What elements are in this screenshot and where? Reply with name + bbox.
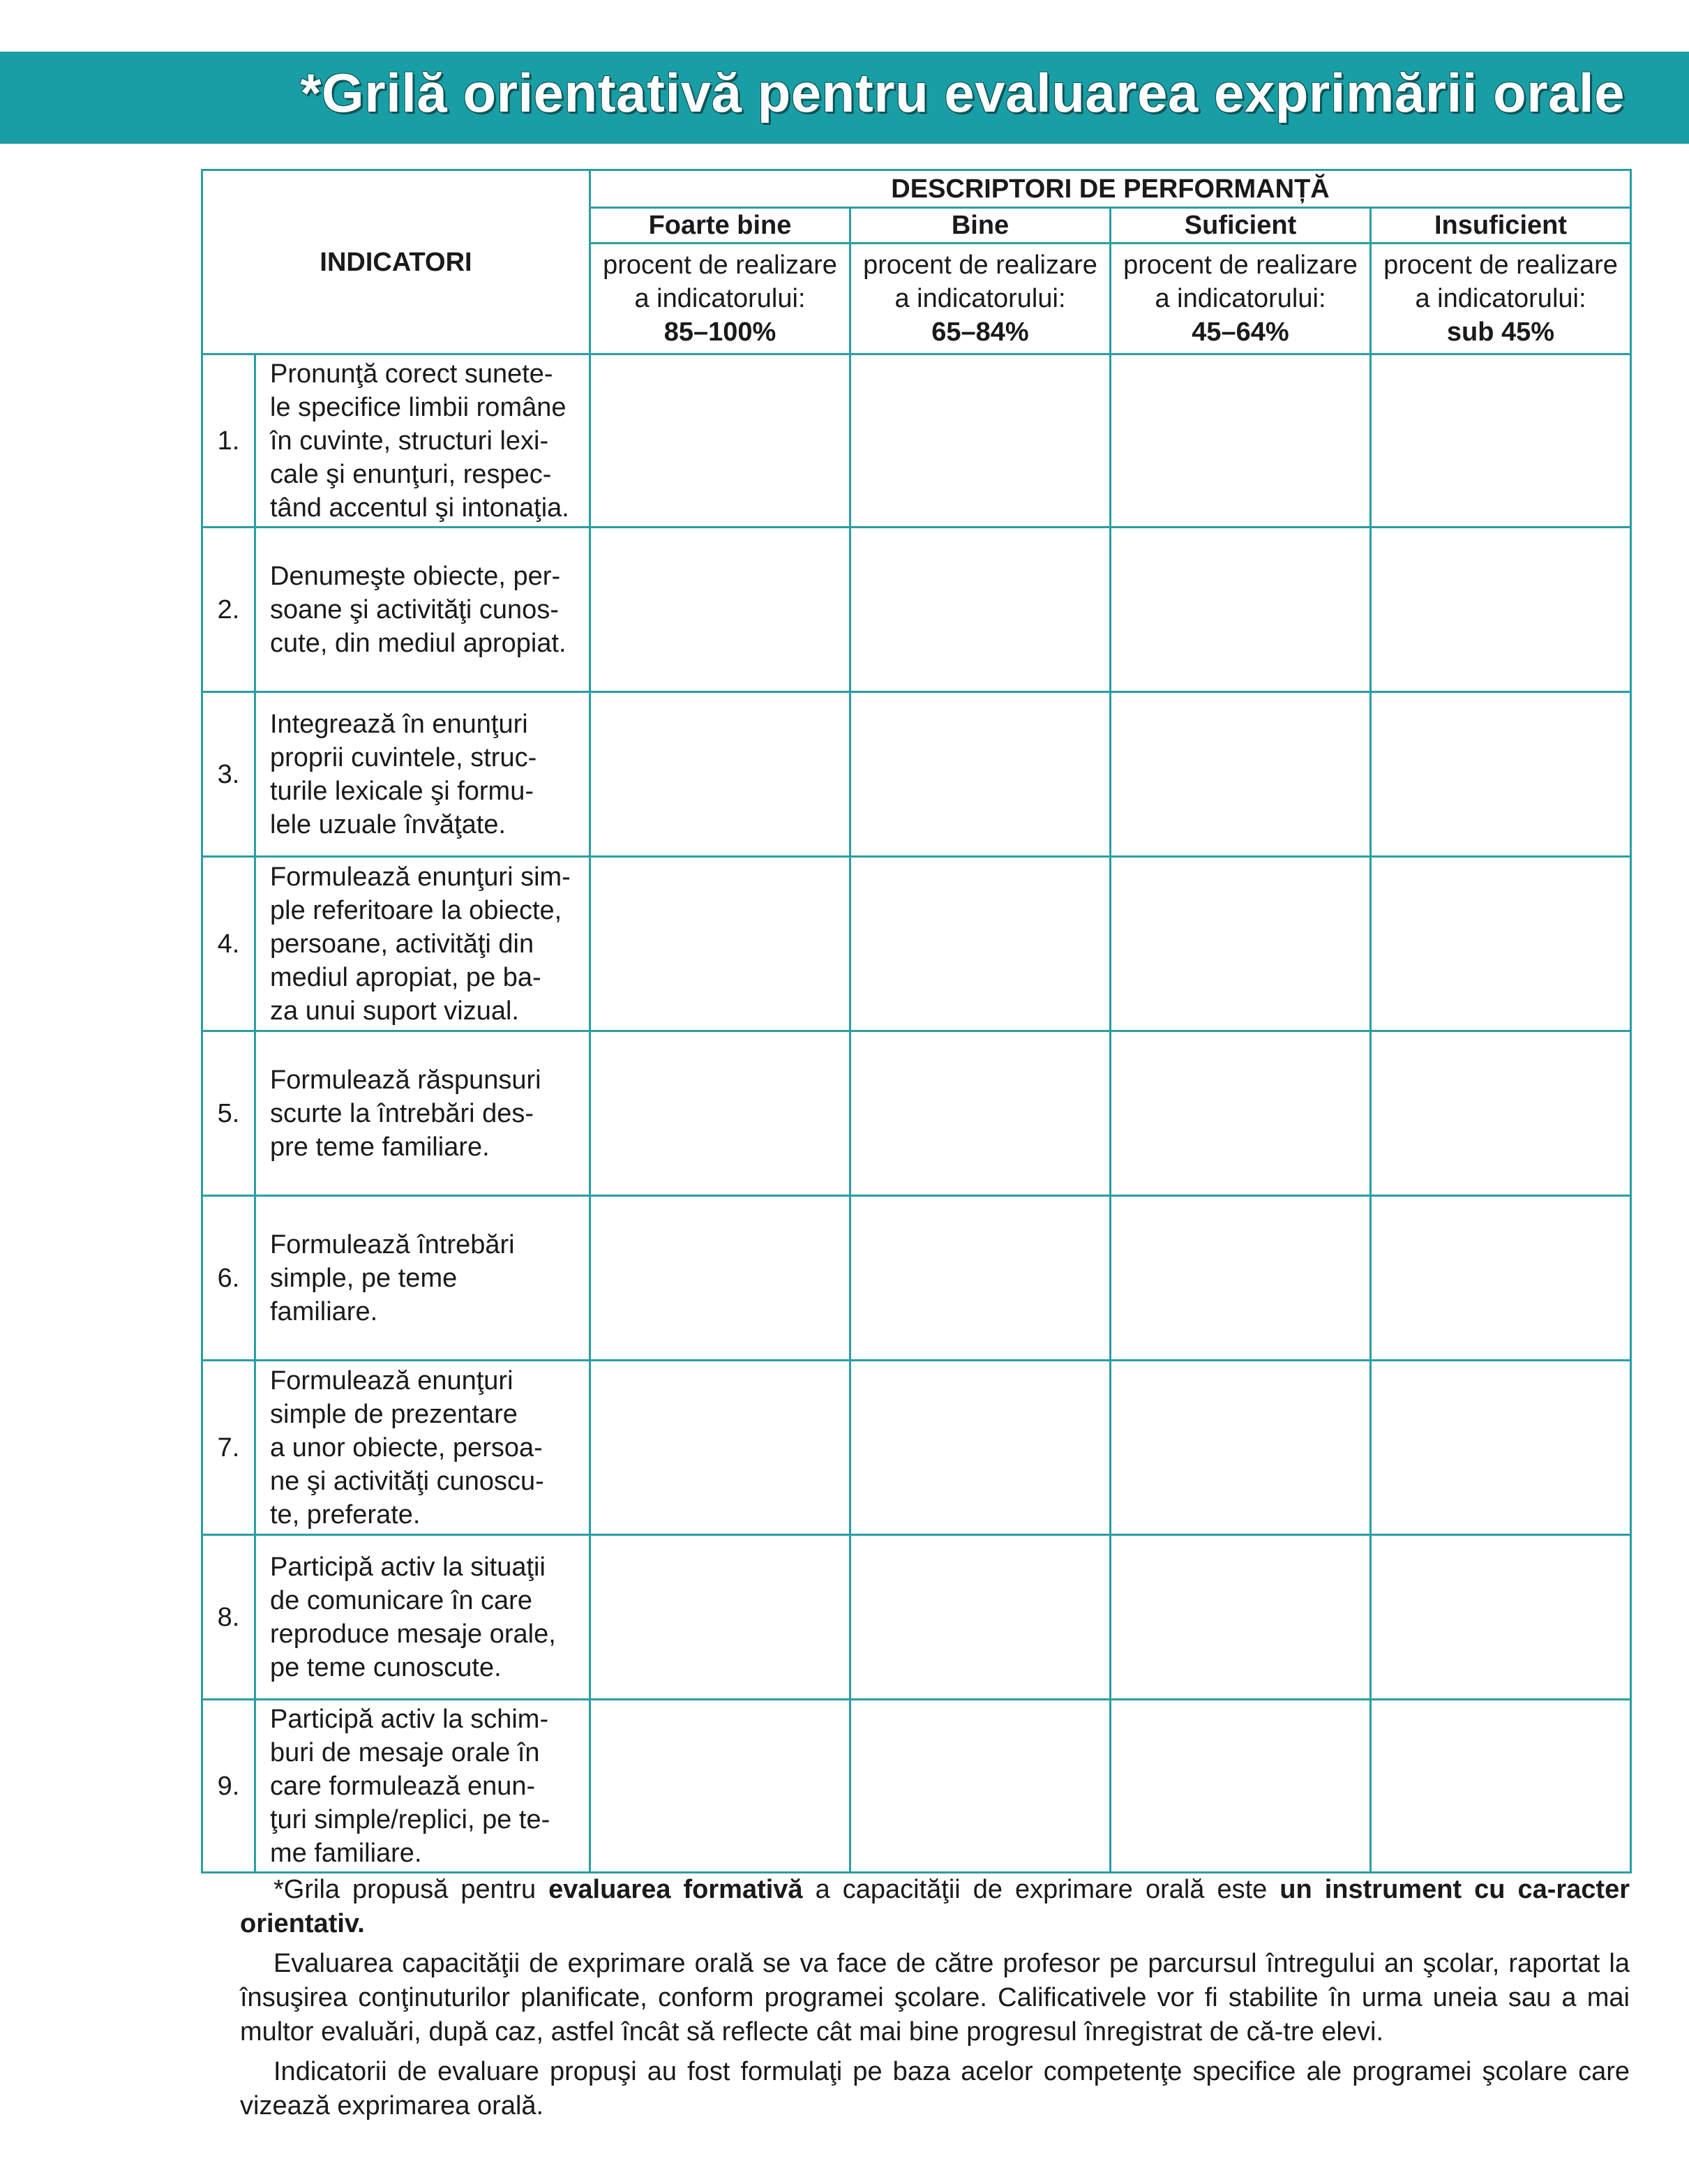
level-header-suficient: Suficient xyxy=(1111,208,1371,244)
grade-cell[interactable] xyxy=(1111,528,1371,692)
level-header-insuficient: Insuficient xyxy=(1371,208,1631,244)
level-percent-bine xyxy=(850,244,1111,354)
table-row xyxy=(202,528,1631,692)
grade-cell[interactable] xyxy=(590,1361,850,1535)
grade-cell[interactable] xyxy=(1371,1196,1631,1361)
level-header-bine: Bine xyxy=(850,208,1111,244)
grade-cell[interactable] xyxy=(590,1196,850,1361)
percent-range: sub 45% xyxy=(1446,317,1555,347)
indicators-header: INDICATORI xyxy=(202,170,590,354)
grade-cell[interactable] xyxy=(850,1700,1111,1873)
footnotes xyxy=(240,1873,1630,2129)
level-header-foarte-bine: Foarte bine xyxy=(590,208,850,244)
grade-cell[interactable] xyxy=(1111,1031,1371,1196)
footnote-orientative xyxy=(240,1873,1630,1941)
grade-cell[interactable] xyxy=(590,1535,850,1700)
grade-cell[interactable] xyxy=(590,354,850,528)
row-number: 7. xyxy=(202,1361,255,1535)
table-row xyxy=(202,1700,1631,1873)
indicator-text: Denumeşte obiecte, per- soane şi activităţi cunos- cute, din mediul apropiat. xyxy=(255,528,590,692)
grade-cell[interactable] xyxy=(1371,528,1631,692)
grade-cell[interactable] xyxy=(850,857,1111,1031)
grade-cell[interactable] xyxy=(1371,1361,1631,1535)
row-number: 3. xyxy=(202,692,255,857)
grade-cell[interactable] xyxy=(1111,1196,1371,1361)
grade-cell[interactable] xyxy=(1371,1700,1631,1873)
grade-cell[interactable] xyxy=(590,857,850,1031)
grade-cell[interactable] xyxy=(1111,1700,1371,1873)
grade-cell[interactable] xyxy=(1111,857,1371,1031)
grade-cell[interactable] xyxy=(1111,692,1371,857)
indicator-text: Pronunţă corect sunete- le specifice limbii române în cuvinte, structuri lexi- cale şi enunţuri, respec- tând accentul şi intonaţia. xyxy=(255,354,590,528)
percent-line: a indicatorului: xyxy=(1415,284,1586,313)
grade-cell[interactable] xyxy=(1111,1361,1371,1535)
percent-line: a indicatorului: xyxy=(1155,284,1326,313)
grade-cell[interactable] xyxy=(1371,1535,1631,1700)
table-row xyxy=(202,857,1631,1031)
indicator-text: Formulează enunţuri simple de prezentare a unor obiecte, persoa- ne şi activităţi cunoscu- te, preferate. xyxy=(255,1361,590,1535)
indicator-text: Formulează enunţuri sim- ple referitoare la obiecte, persoane, activităţi din mediul apropiat, pe ba- za unui suport vizual. xyxy=(255,857,590,1031)
grade-cell[interactable] xyxy=(850,1196,1111,1361)
note-text: *Grila propusă pentru xyxy=(273,1875,549,1904)
note-emphasis: evaluarea formativă xyxy=(548,1875,803,1904)
table-row xyxy=(202,1361,1631,1535)
percent-line: a indicatorului: xyxy=(894,284,1066,313)
indicator-text: Formulează răspunsuri scurte la întrebări des- pre teme familiare. xyxy=(255,1031,590,1196)
grade-cell[interactable] xyxy=(590,1700,850,1873)
table-row xyxy=(202,354,1631,528)
grade-cell[interactable] xyxy=(1371,1031,1631,1196)
indicator-text: Formulează întrebări simple, pe teme familiare. xyxy=(255,1196,590,1361)
percent-line: procent de realizare xyxy=(1383,250,1618,280)
indicator-text: Integrează în enunţuri proprii cuvintele, struc- turile lexicale şi formu- lele uzuale învăţate. xyxy=(255,692,590,857)
level-percent-suficient xyxy=(1111,244,1371,354)
level-percent-foarte-bine xyxy=(590,244,850,354)
evaluation-grid xyxy=(201,169,1632,1873)
grade-cell[interactable] xyxy=(1111,354,1371,528)
grade-cell[interactable] xyxy=(590,528,850,692)
grade-cell[interactable] xyxy=(1371,354,1631,528)
row-number: 4. xyxy=(202,857,255,1031)
note-text: a capacităţii de exprimare orală este xyxy=(802,1875,1280,1904)
grade-cell[interactable] xyxy=(850,692,1111,857)
title-banner xyxy=(0,52,1689,144)
percent-line: procent de realizare xyxy=(1123,250,1358,280)
percent-range: 45–64% xyxy=(1192,317,1289,347)
descriptors-header: DESCRIPTORI DE PERFORMANȚĂ xyxy=(590,170,1631,208)
percent-range: 85–100% xyxy=(663,317,776,347)
indicator-text: Participă activ la schim- buri de mesaje orale în care formulează enun- ţuri simple/replici, pe te- me familiare. xyxy=(255,1700,590,1873)
row-number: 1. xyxy=(202,354,255,528)
grade-cell[interactable] xyxy=(850,354,1111,528)
grade-cell[interactable] xyxy=(1111,1535,1371,1700)
grade-cell[interactable] xyxy=(850,1361,1111,1535)
grade-cell[interactable] xyxy=(850,1535,1111,1700)
grade-cell[interactable] xyxy=(590,692,850,857)
grade-cell[interactable] xyxy=(590,1031,850,1196)
paragraph-evaluation: Evaluarea capacităţii de exprimare orală se va face de către profesor pe parcursul întregului an şcolar, raportat la însuşirea conţinuturilor planificate, conform programei şcolare. Calificativele vor fi stabilite în urma uneia sau a mai multor evaluări, după caz, astfel încât să reflecte cât mai bine progresul înregistrat de că-tre elevi. xyxy=(240,1949,1630,2047)
percent-range: 65–84% xyxy=(931,317,1029,347)
percent-line: procent de realizare xyxy=(603,250,837,280)
note-emphasis: un instrument cu ca-racter orientativ. xyxy=(240,1875,1630,1938)
page-title: *Grilă orientativă pentru evaluarea exprimării orale xyxy=(300,62,1625,124)
percent-line: a indicatorului: xyxy=(634,284,806,313)
grade-cell[interactable] xyxy=(1371,857,1631,1031)
row-number: 2. xyxy=(202,528,255,692)
level-percent-insuficient xyxy=(1371,244,1631,354)
table-row xyxy=(202,1535,1631,1700)
percent-line: procent de realizare xyxy=(863,250,1097,280)
table-row xyxy=(202,1196,1631,1361)
row-number: 5. xyxy=(202,1031,255,1196)
table-row xyxy=(202,692,1631,857)
paragraph-indicators: Indicatorii de evaluare propuşi au fost formulaţi pe baza acelor competenţe specifice ale programei şcolare care vizează exprimarea orală. xyxy=(240,2057,1630,2121)
grade-cell[interactable] xyxy=(1371,692,1631,857)
indicator-text: Participă activ la situaţii de comunicare în care reproduce mesaje orale, pe teme cunoscute. xyxy=(255,1535,590,1700)
row-number: 9. xyxy=(202,1700,255,1873)
row-number: 6. xyxy=(202,1196,255,1361)
table-row xyxy=(202,1031,1631,1196)
grade-cell[interactable] xyxy=(850,528,1111,692)
row-number: 8. xyxy=(202,1535,255,1700)
grade-cell[interactable] xyxy=(850,1031,1111,1196)
